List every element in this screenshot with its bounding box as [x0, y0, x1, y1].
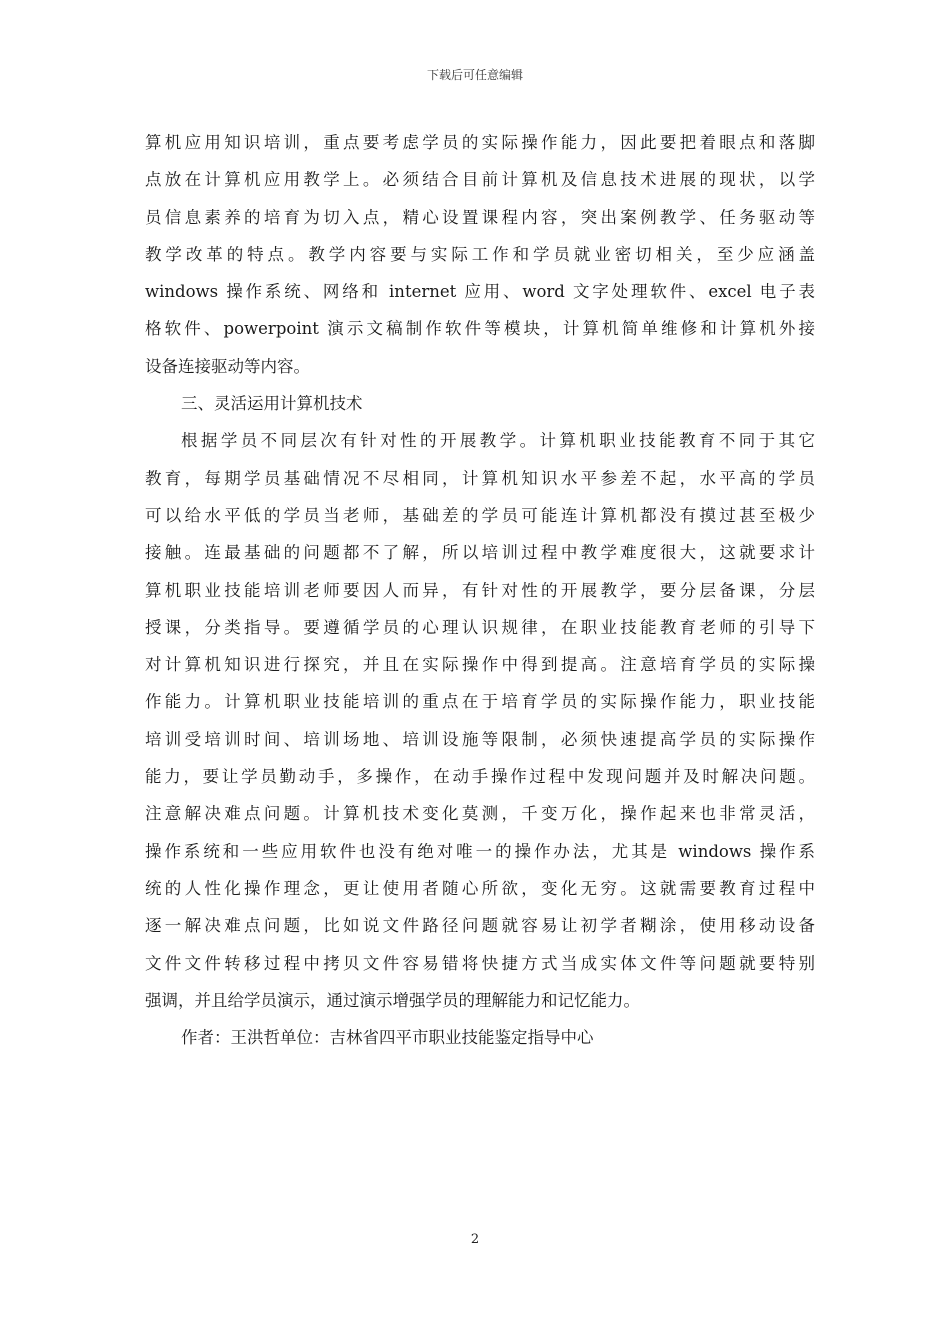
paragraph-line: 员信息素养的培育为切入点，精心设置课程内容，突出案例教学、任务驱动等: [145, 207, 815, 227]
paragraph-line: 算机职业技能培训老师要因人而异，有针对性的开展教学，要分层备课，分层: [145, 580, 815, 600]
paragraph-line: 统的人性化操作理念，更让使用者随心所欲，变化无穷。这就需要教育过程中: [145, 878, 815, 898]
paragraph-line: 强调，并且给学员演示，通过演示增强学员的理解能力和记忆能力。: [145, 990, 640, 1010]
paragraph-line: 设备连接驱动等内容。: [145, 356, 310, 376]
paragraph-line: 能力，要让学员勤动手，多操作，在动手操作过程中发现问题并及时解决问题。: [145, 767, 815, 787]
paragraph-line: 文件文件转移过程中拷贝文件容易错将快捷方式当成实体文件等问题就要特别: [145, 953, 815, 973]
paragraph-line: 注意解决难点问题。计算机技术变化莫测，千变万化，操作起来也非常灵活，: [145, 804, 815, 824]
paragraph-line: 格软件、powerpoint 演示文稿制作软件等模块，计算机简单维修和计算机外接: [145, 319, 815, 339]
paragraph-line: 点放在计算机应用教学上。必须结合目前计算机及信息技术进展的现状，以学: [145, 170, 815, 190]
paragraph-2: [145, 422, 815, 1019]
paragraph-line: 对计算机知识进行探究，并且在实际操作中得到提高。注意培育学员的实际操: [145, 655, 815, 675]
paragraph-line: 教育，每期学员基础情况不尽相同，计算机知识水平参差不起，水平高的学员: [145, 468, 815, 488]
paragraph-line: windows 操作系统、网络和 internet 应用、word 文字处理软件、excel 电子表: [145, 282, 815, 302]
paragraph-line: 操作系统和一些应用软件也没有绝对唯一的操作办法，尤其是 windows 操作系: [145, 841, 815, 861]
paragraph-1: [145, 124, 815, 385]
author-line: 作者：王洪哲单位：吉林省四平市职业技能鉴定指导中心: [181, 1028, 594, 1048]
paragraph-line: 教学改革的特点。教学内容要与实际工作和学员就业密切相关，至少应涵盖: [145, 244, 815, 264]
document-body: [145, 124, 815, 1056]
page-number: 2: [470, 1232, 480, 1247]
section-heading: 三、灵活运用计算机技术: [181, 394, 363, 414]
paragraph-line: 授课，分类指导。要遵循学员的心理认识规律，在职业技能教育老师的引导下: [145, 617, 815, 637]
paragraph-line: 作能力。计算机职业技能培训的重点在于培育学员的实际操作能力，职业技能: [145, 692, 815, 712]
paragraph-line: 接触。连最基础的问题都不了解，所以培训过程中教学难度很大，这就要求计: [145, 543, 815, 563]
paragraph-line: 根据学员不同层次有针对性的开展教学。计算机职业技能教育不同于其它: [181, 431, 815, 451]
paragraph-line: 培训受培训时间、培训场地、培训设施等限制，必须快速提高学员的实际操作: [145, 729, 815, 749]
paragraph-line: 算机应用知识培训，重点要考虑学员的实际操作能力，因此要把着眼点和落脚: [145, 133, 815, 152]
paragraph-line: 可以给水平低的学员当老师，基础差的学员可能连计算机都没有摸过甚至极少: [145, 505, 815, 525]
page-header: 下载后可任意编辑: [426, 68, 523, 82]
paragraph-line: 逐一解决难点问题，比如说文件路径问题就容易让初学者糊涂，使用移动设备: [145, 916, 815, 936]
